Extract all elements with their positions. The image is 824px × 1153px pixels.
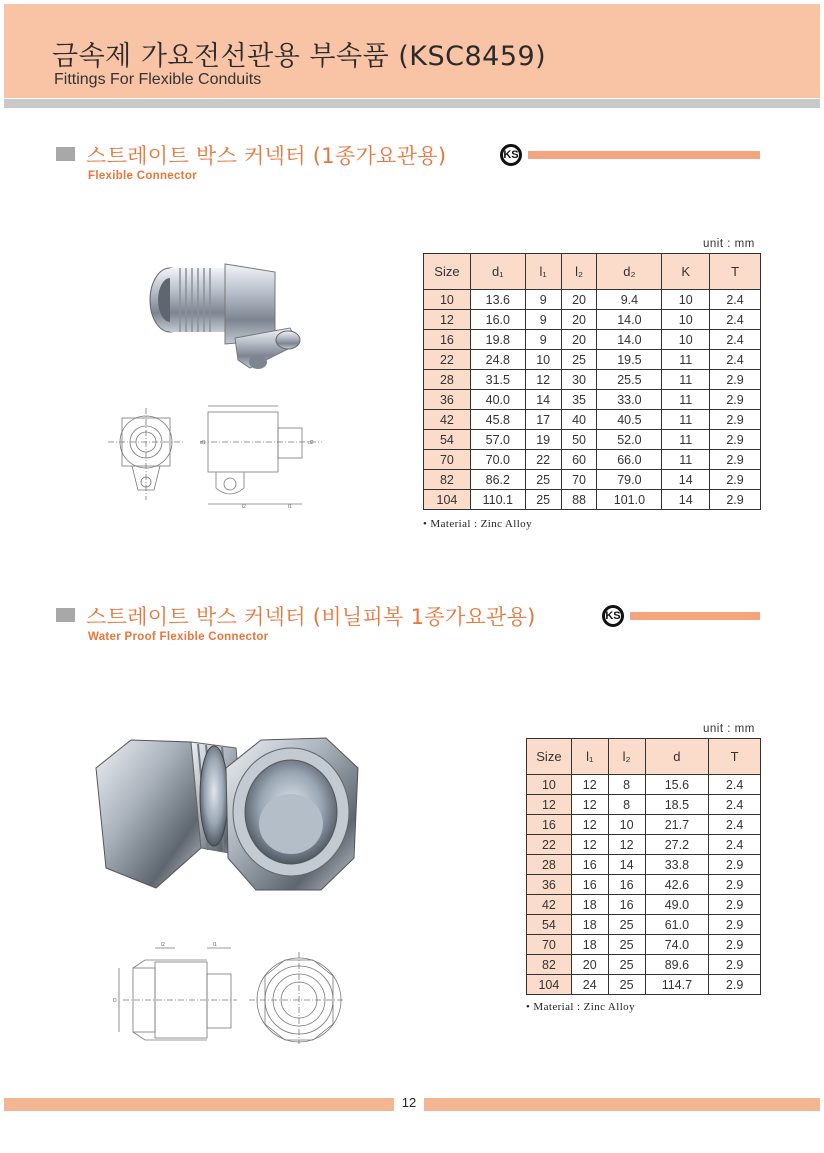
column-header: l₁ — [525, 254, 561, 290]
table-cell: 11 — [662, 350, 710, 370]
table-row — [424, 490, 761, 510]
table-cell: 40.0 — [470, 390, 525, 410]
table-cell: 2.4 — [709, 835, 761, 855]
size-cell: 104 — [424, 490, 471, 510]
table-cell: 25 — [561, 350, 597, 370]
table-cell: 50 — [561, 430, 597, 450]
column-header: T — [709, 739, 761, 775]
table-cell: 11 — [662, 370, 710, 390]
table-cell: 30 — [561, 370, 597, 390]
table-cell: 2.9 — [709, 895, 761, 915]
table-cell: 70 — [561, 470, 597, 490]
column-header: l₁ — [571, 739, 608, 775]
table-cell: 9 — [525, 290, 561, 310]
table-cell: 10 — [608, 815, 645, 835]
table-header-row — [424, 254, 761, 290]
svg-text:D: D — [113, 998, 117, 1004]
size-cell: 16 — [424, 330, 471, 350]
table-cell: 2.9 — [710, 390, 761, 410]
material-note: • Material : Zinc Alloy — [423, 518, 532, 530]
header-divider — [4, 99, 820, 108]
table-row — [527, 875, 761, 895]
svg-text:d1: d1 — [200, 440, 206, 446]
table-cell: 11 — [662, 390, 710, 410]
table-row — [527, 915, 761, 935]
column-header: l₂ — [561, 254, 597, 290]
table-cell: 35 — [561, 390, 597, 410]
size-cell: 10 — [527, 775, 572, 795]
size-cell: 12 — [527, 795, 572, 815]
table-row — [424, 330, 761, 350]
table-cell: 2.9 — [709, 855, 761, 875]
table-cell: 12 — [571, 815, 608, 835]
table-cell: 11 — [662, 410, 710, 430]
page-number: 12 — [401, 1095, 417, 1110]
table-cell: 11 — [662, 430, 710, 450]
table-cell: 17 — [525, 410, 561, 430]
table-cell: 40 — [561, 410, 597, 430]
table-cell: 18 — [571, 895, 608, 915]
table-cell: 2.4 — [710, 290, 761, 310]
table-cell: 74.0 — [645, 935, 709, 955]
table-cell: 2.9 — [709, 875, 761, 895]
table-cell: 2.4 — [709, 795, 761, 815]
column-header: T — [710, 254, 761, 290]
table-cell: 18.5 — [645, 795, 709, 815]
table-cell: 79.0 — [597, 470, 662, 490]
table-cell: 2.9 — [710, 370, 761, 390]
size-cell: 82 — [527, 955, 572, 975]
table-cell: 27.2 — [645, 835, 709, 855]
table-header-row — [527, 739, 761, 775]
connector-technical-drawing — [108, 400, 328, 510]
table-cell: 70.0 — [470, 450, 525, 470]
table-cell: 101.0 — [597, 490, 662, 510]
table-cell: 20 — [571, 955, 608, 975]
spec-table-waterproof-connector — [526, 738, 761, 995]
table-cell: 12 — [525, 370, 561, 390]
table-cell: 25 — [608, 955, 645, 975]
section-subtitle: Water Proof Flexible Connector — [88, 631, 269, 643]
table-cell: 12 — [571, 795, 608, 815]
table-cell: 14 — [608, 855, 645, 875]
table-cell: 24.8 — [470, 350, 525, 370]
size-cell: 12 — [424, 310, 471, 330]
size-cell: 70 — [527, 935, 572, 955]
table-cell: 8 — [608, 795, 645, 815]
table-cell: 49.0 — [645, 895, 709, 915]
table-row — [424, 350, 761, 370]
table-cell: 10 — [662, 310, 710, 330]
size-cell: 28 — [527, 855, 572, 875]
size-cell: 42 — [527, 895, 572, 915]
table-row — [527, 855, 761, 875]
svg-text:l1: l1 — [288, 504, 292, 510]
table-cell: 10 — [525, 350, 561, 370]
table-cell: 42.6 — [645, 875, 709, 895]
table-cell: 12 — [571, 835, 608, 855]
table-cell: 88 — [561, 490, 597, 510]
table-row — [424, 310, 761, 330]
table-row — [527, 815, 761, 835]
size-cell: 42 — [424, 410, 471, 430]
table-cell: 25 — [608, 935, 645, 955]
table-cell: 21.7 — [645, 815, 709, 835]
table-cell: 2.9 — [709, 975, 761, 995]
waterproof-connector-photo — [86, 728, 361, 908]
svg-text:l2: l2 — [161, 942, 165, 948]
table-cell: 57.0 — [470, 430, 525, 450]
table-cell: 19.8 — [470, 330, 525, 350]
table-cell: 33.0 — [597, 390, 662, 410]
size-cell: 28 — [424, 370, 471, 390]
table-cell: 45.8 — [470, 410, 525, 430]
table-row — [527, 795, 761, 815]
table-cell: 2.4 — [710, 310, 761, 330]
table-cell: 20 — [561, 310, 597, 330]
waterproof-connector-technical-drawing — [105, 940, 345, 1045]
table-cell: 31.5 — [470, 370, 525, 390]
table-cell: 14.0 — [597, 310, 662, 330]
page-title: 금속제 가요전선관용 부속품 (KSC8459) — [52, 41, 547, 72]
table-cell: 25 — [608, 915, 645, 935]
section-bullet-square — [56, 147, 75, 161]
table-cell: 60 — [561, 450, 597, 470]
size-cell: 82 — [424, 470, 471, 490]
ks-mark-icon: KS — [500, 144, 522, 166]
section-title: 스트레이트 박스 커넥터 (1종가요관용) — [86, 144, 447, 168]
table-cell: 2.4 — [710, 330, 761, 350]
size-cell: 22 — [424, 350, 471, 370]
table-cell: 2.9 — [710, 410, 761, 430]
ks-mark-icon: KS — [602, 605, 624, 627]
table-cell: 11 — [662, 450, 710, 470]
table-cell: 8 — [608, 775, 645, 795]
table-cell: 20 — [561, 290, 597, 310]
table-row — [424, 410, 761, 430]
table-cell: 89.6 — [645, 955, 709, 975]
table-cell: 33.8 — [645, 855, 709, 875]
table-row — [424, 290, 761, 310]
size-cell: 36 — [424, 390, 471, 410]
table-cell: 13.6 — [470, 290, 525, 310]
table-cell: 19 — [525, 430, 561, 450]
size-cell: 10 — [424, 290, 471, 310]
size-cell: 16 — [527, 815, 572, 835]
column-header: d — [645, 739, 709, 775]
table-cell: 14 — [662, 470, 710, 490]
table-cell: 25 — [525, 470, 561, 490]
table-cell: 2.9 — [710, 450, 761, 470]
section-bullet-square — [56, 608, 75, 622]
table-cell: 9 — [525, 310, 561, 330]
table-cell: 14.0 — [597, 330, 662, 350]
table-cell: 2.9 — [709, 915, 761, 935]
table-cell: 9 — [525, 330, 561, 350]
table-row — [424, 470, 761, 490]
table-cell: 15.6 — [645, 775, 709, 795]
table-cell: 86.2 — [470, 470, 525, 490]
table-cell: 2.9 — [710, 490, 761, 510]
table-cell: 18 — [571, 915, 608, 935]
table-cell: 12 — [608, 835, 645, 855]
footer-bar-left — [4, 1098, 394, 1111]
table-row — [424, 370, 761, 390]
size-cell: 22 — [527, 835, 572, 855]
table-cell: 10 — [662, 330, 710, 350]
size-cell: 54 — [424, 430, 471, 450]
table-cell: 2.9 — [709, 935, 761, 955]
section-subtitle: Flexible Connector — [88, 170, 197, 182]
table-cell: 52.0 — [597, 430, 662, 450]
spec-table-flexible-connector — [423, 253, 761, 510]
table-row — [527, 895, 761, 915]
size-cell: 70 — [424, 450, 471, 470]
column-header: K — [662, 254, 710, 290]
svg-text:l2: l2 — [242, 504, 246, 510]
size-cell: 36 — [527, 875, 572, 895]
table-cell: 40.5 — [597, 410, 662, 430]
table-cell: 25.5 — [597, 370, 662, 390]
table-cell: 9.4 — [597, 290, 662, 310]
table-cell: 24 — [571, 975, 608, 995]
table-cell: 25 — [608, 975, 645, 995]
table-cell: 66.0 — [597, 450, 662, 470]
table-cell: 2.9 — [709, 955, 761, 975]
table-cell: 110.1 — [470, 490, 525, 510]
svg-text:d2: d2 — [308, 440, 314, 446]
table-cell: 14 — [525, 390, 561, 410]
unit-label: unit : mm — [703, 723, 755, 735]
table-cell: 2.4 — [709, 775, 761, 795]
table-cell: 16 — [571, 855, 608, 875]
connector-photo — [140, 258, 310, 388]
table-cell: 2.9 — [710, 430, 761, 450]
table-row — [424, 430, 761, 450]
table-row — [527, 975, 761, 995]
table-cell: 19.5 — [597, 350, 662, 370]
table-cell: 114.7 — [645, 975, 709, 995]
table-cell: 18 — [571, 935, 608, 955]
table-cell: 16 — [608, 895, 645, 915]
column-header: l₂ — [608, 739, 645, 775]
table-cell: 16.0 — [470, 310, 525, 330]
column-header: d₁ — [470, 254, 525, 290]
table-cell: 2.9 — [710, 470, 761, 490]
table-cell: 20 — [561, 330, 597, 350]
table-cell: 2.4 — [710, 350, 761, 370]
unit-label: unit : mm — [703, 238, 755, 250]
table-cell: 16 — [608, 875, 645, 895]
svg-text:l1: l1 — [213, 942, 217, 948]
table-row — [527, 835, 761, 855]
column-header: Size — [424, 254, 471, 290]
material-note: • Material : Zinc Alloy — [526, 1001, 635, 1013]
section-rule — [630, 612, 760, 620]
footer-bar-right — [424, 1098, 820, 1111]
table-row — [527, 775, 761, 795]
table-cell: 10 — [662, 290, 710, 310]
table-cell: 22 — [525, 450, 561, 470]
page-subtitle: Fittings For Flexible Conduits — [54, 71, 262, 88]
table-row — [527, 955, 761, 975]
table-cell: 25 — [525, 490, 561, 510]
table-row — [424, 450, 761, 470]
table-cell: 16 — [571, 875, 608, 895]
column-header: d₂ — [597, 254, 662, 290]
size-cell: 104 — [527, 975, 572, 995]
section-title: 스트레이트 박스 커넥터 (비닐피복 1종가요관용) — [86, 605, 536, 629]
table-cell: 14 — [662, 490, 710, 510]
table-cell: 2.4 — [709, 815, 761, 835]
section-rule — [528, 151, 760, 159]
size-cell: 54 — [527, 915, 572, 935]
table-row — [424, 390, 761, 410]
column-header: Size — [527, 739, 572, 775]
table-cell: 12 — [571, 775, 608, 795]
table-row — [527, 935, 761, 955]
table-cell: 61.0 — [645, 915, 709, 935]
